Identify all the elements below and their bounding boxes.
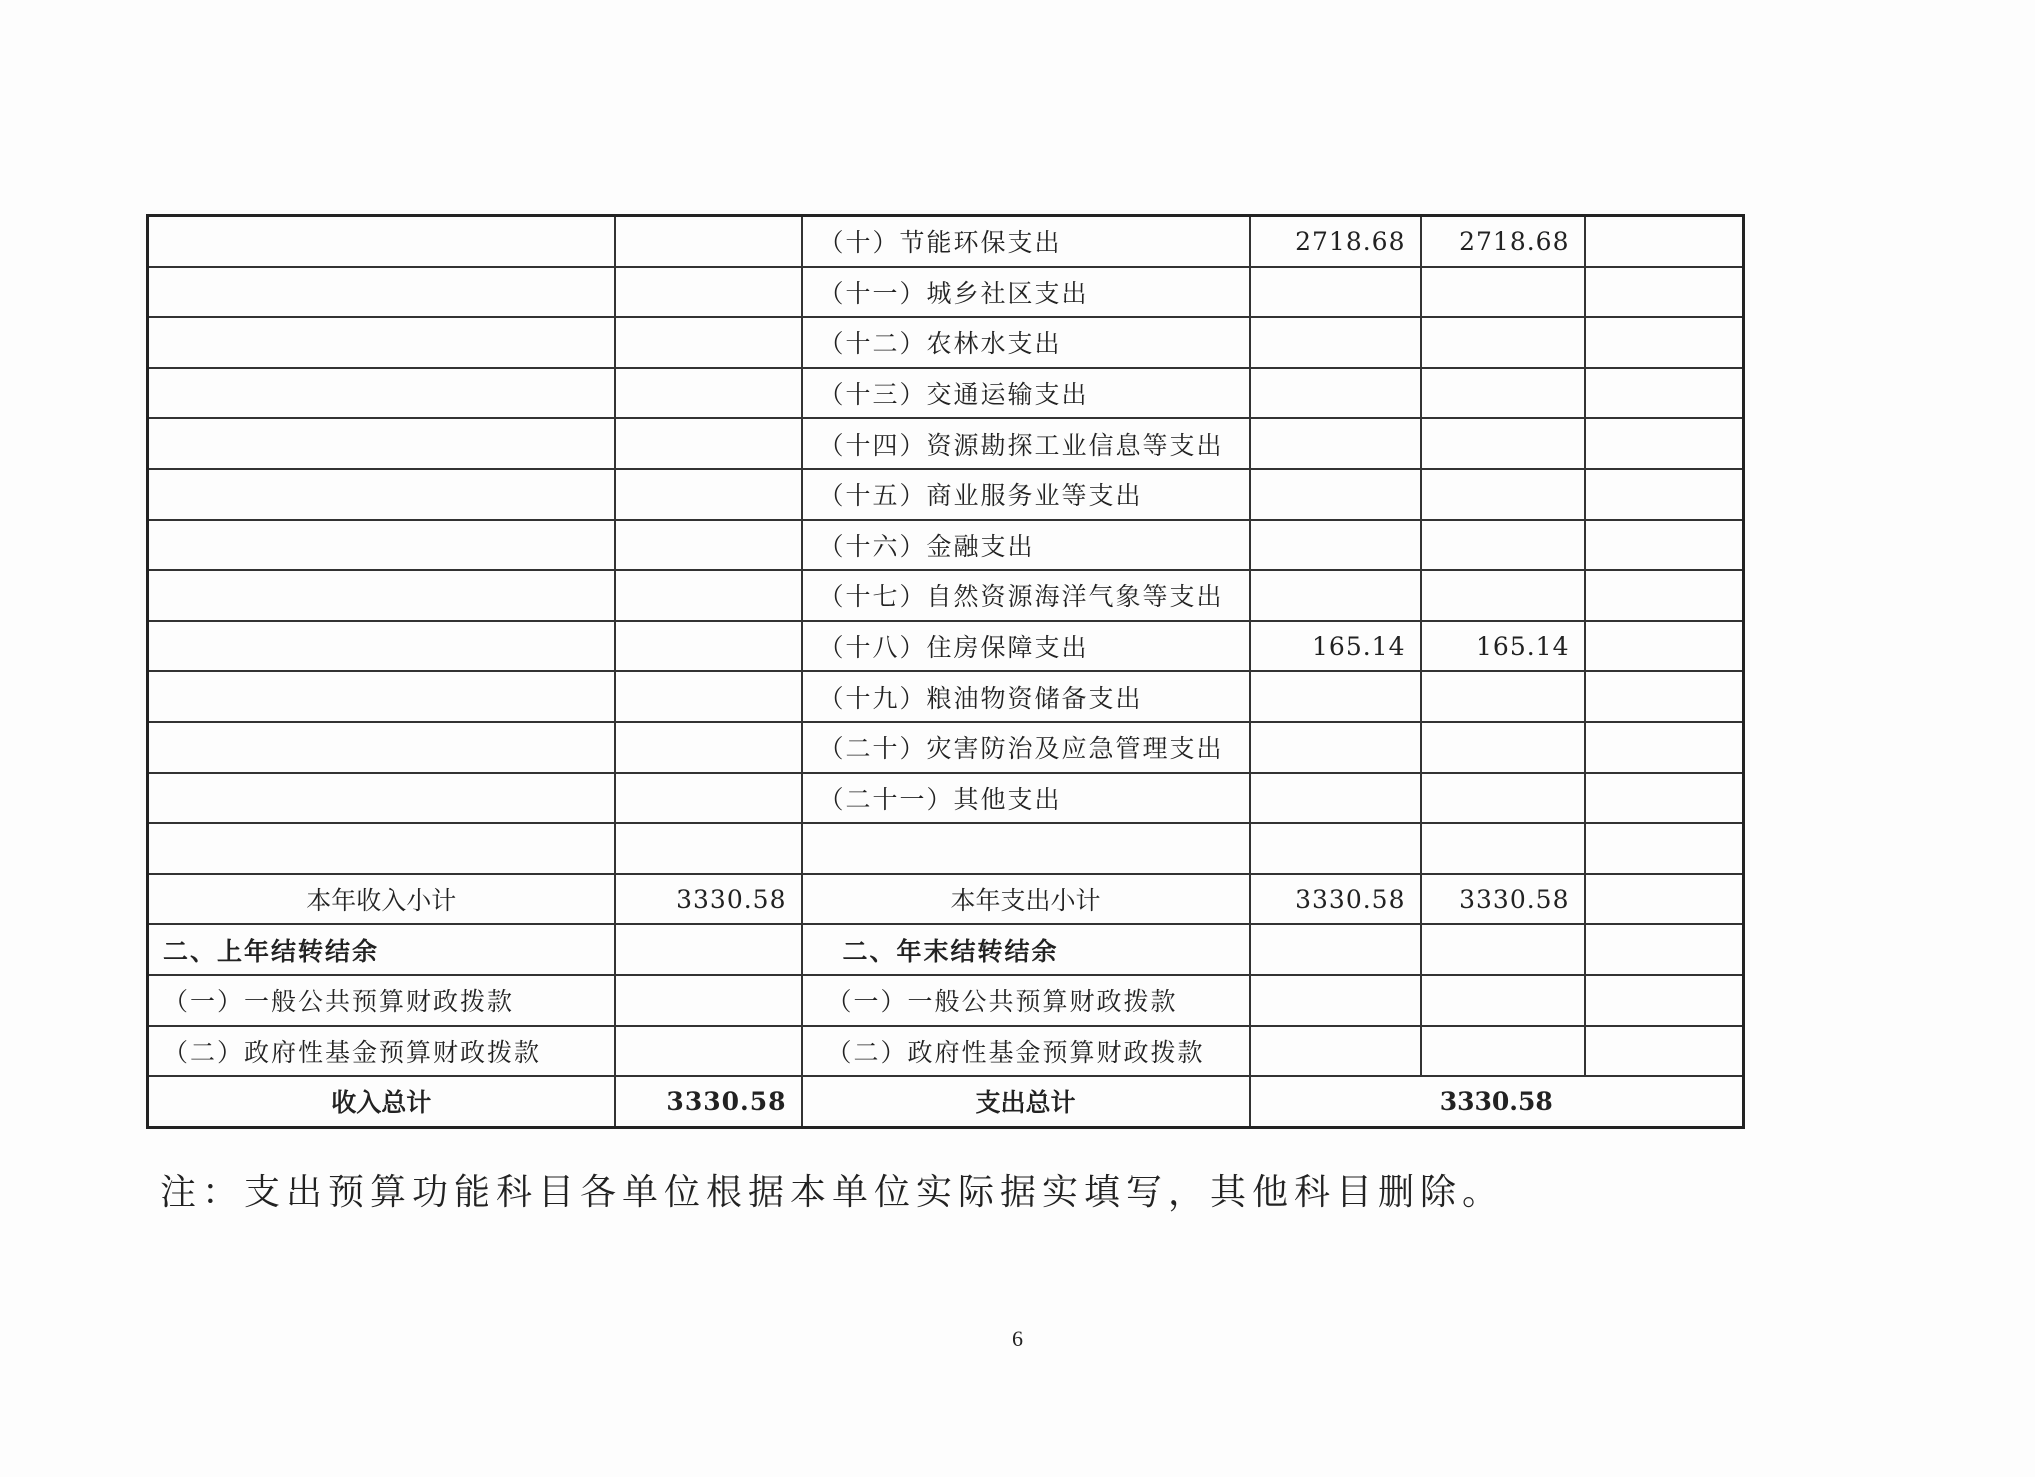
expense-total-cell [1250,368,1421,419]
income-carryover-item: （二）政府性基金预算财政拨款 [148,1026,615,1077]
table-row [148,469,1744,520]
expense-fund-cell [1585,418,1744,469]
empty-cell [1250,924,1421,975]
income-item-cell [148,418,615,469]
expense-general-cell [1421,418,1585,469]
income-amount-cell [615,216,802,267]
income-item-cell [148,773,615,824]
income-amount-cell [615,267,802,318]
income-amount-cell [615,621,802,672]
income-item-cell [148,469,615,520]
expense-item-cell: （十一）城乡社区支出 [802,267,1250,318]
expense-total-cell [1250,773,1421,824]
expense-carryover-item: （一）一般公共预算财政拨款 [802,975,1250,1026]
income-carryover-label: 二、上年结转结余 [148,924,615,975]
expense-total-cell [1250,267,1421,318]
expense-carryover-item: （二）政府性基金预算财政拨款 [802,1026,1250,1077]
expense-subtotal-general: 3330.58 [1421,874,1585,925]
income-item-cell [148,671,615,722]
income-amount-cell [615,722,802,773]
expense-total-cell: 2718.68 [1250,216,1421,267]
expense-subtotal-fund [1585,874,1744,925]
expense-general-cell [1421,520,1585,571]
table-row [148,418,1744,469]
expense-general-cell: 2718.68 [1421,216,1585,267]
empty-cell [1421,975,1585,1026]
expense-item-cell: （二十）灾害防治及应急管理支出 [802,722,1250,773]
expense-general-cell [1421,469,1585,520]
carryover-header-row [148,924,1744,975]
expense-general-cell: 165.14 [1421,621,1585,672]
expense-general-cell [1421,773,1585,824]
income-total-label: 收入总计 [148,1076,615,1127]
expense-item-cell: （十八）住房保障支出 [802,621,1250,672]
empty-cell [1585,924,1744,975]
income-amount-cell [615,671,802,722]
table-row [148,216,1744,267]
expense-fund-cell [1585,267,1744,318]
budget-table-summary [148,874,1744,1127]
footnote: 注：支出预算功能科目各单位根据本单位实际据实填写，其他科目删除。 [160,1172,1505,1213]
expense-fund-cell [1585,722,1744,773]
expense-fund-cell [1585,671,1744,722]
budget-table-body [148,216,1744,874]
carryover-row [148,975,1744,1026]
income-total-amount: 3330.58 [615,1076,802,1127]
expense-total-cell [1250,671,1421,722]
empty-cell [1585,975,1744,1026]
table-row [148,722,1744,773]
expense-item-cell: （十六）金融支出 [802,520,1250,571]
table-row [148,671,1744,722]
expense-fund-cell [1585,773,1744,824]
expense-item-cell: （十）节能环保支出 [802,216,1250,267]
table-row [148,520,1744,571]
empty-cell [1421,924,1585,975]
table-row [148,570,1744,621]
table-row [148,621,1744,672]
expense-item-cell: （二十一）其他支出 [802,773,1250,824]
expense-total-cell [1250,520,1421,571]
expense-total-cell [1250,317,1421,368]
table-row [148,317,1744,368]
table-row [148,823,1744,874]
income-carryover-item: （一）一般公共预算财政拨款 [148,975,615,1026]
expense-fund-cell [1585,621,1744,672]
income-item-cell [148,621,615,672]
income-item-cell [148,317,615,368]
expense-fund-cell [1585,216,1744,267]
expense-item-cell: （十四）资源勘探工业信息等支出 [802,418,1250,469]
expense-item-cell: （十七）自然资源海洋气象等支出 [802,570,1250,621]
table-row [148,773,1744,824]
income-amount-cell [615,570,802,621]
income-item-cell [148,823,615,874]
expense-general-cell [1421,368,1585,419]
expense-subtotal-total: 3330.58 [1250,874,1421,925]
expense-carryover-label: 二、年末结转结余 [802,924,1250,975]
expense-total-label: 支出总计 [802,1076,1250,1127]
empty-cell [1585,1026,1744,1077]
expense-total-cell [1250,469,1421,520]
expense-total-cell [1250,418,1421,469]
income-subtotal-amount: 3330.58 [615,874,802,925]
page-number: 6 [1012,1326,1023,1351]
income-item-cell [148,570,615,621]
expense-general-cell [1421,317,1585,368]
expense-general-cell [1421,570,1585,621]
empty-cell [1421,1026,1585,1077]
expense-fund-cell [1585,469,1744,520]
expense-item-cell: （十九）粮油物资储备支出 [802,671,1250,722]
income-amount-cell [615,469,802,520]
expense-general-cell [1421,267,1585,318]
income-item-cell [148,216,615,267]
expense-total-amount: 3330.58 [1250,1076,1744,1127]
budget-table [146,214,1745,1129]
expense-item-cell: （十五）商业服务业等支出 [802,469,1250,520]
expense-fund-cell [1585,317,1744,368]
subtotal-row [148,874,1744,925]
income-amount-cell [615,520,802,571]
expense-general-cell [1421,722,1585,773]
expense-item-cell: （十二）农林水支出 [802,317,1250,368]
expense-general-cell [1421,823,1585,874]
expense-total-cell [1250,722,1421,773]
carryover-row [148,1026,1744,1077]
income-amount-cell [615,823,802,874]
income-amount-cell [615,317,802,368]
income-item-cell [148,368,615,419]
income-item-cell [148,722,615,773]
expense-fund-cell [1585,520,1744,571]
expense-total-cell [1250,823,1421,874]
expense-item-cell [802,823,1250,874]
empty-cell [1250,1026,1421,1077]
income-amount-cell [615,773,802,824]
expense-total-cell: 165.14 [1250,621,1421,672]
expense-fund-cell [1585,823,1744,874]
empty-cell [1250,975,1421,1026]
income-subtotal-label: 本年收入小计 [148,874,615,925]
empty-cell [615,975,802,1026]
table-row [148,368,1744,419]
empty-cell [615,1026,802,1077]
expense-fund-cell [1585,368,1744,419]
income-item-cell [148,267,615,318]
expense-item-cell: （十三）交通运输支出 [802,368,1250,419]
expense-subtotal-label: 本年支出小计 [802,874,1250,925]
income-item-cell [148,520,615,571]
income-amount-cell [615,418,802,469]
total-row [148,1076,1744,1127]
table-row [148,267,1744,318]
expense-general-cell [1421,671,1585,722]
income-amount-cell [615,368,802,419]
expense-total-cell [1250,570,1421,621]
empty-cell [615,924,802,975]
expense-fund-cell [1585,570,1744,621]
